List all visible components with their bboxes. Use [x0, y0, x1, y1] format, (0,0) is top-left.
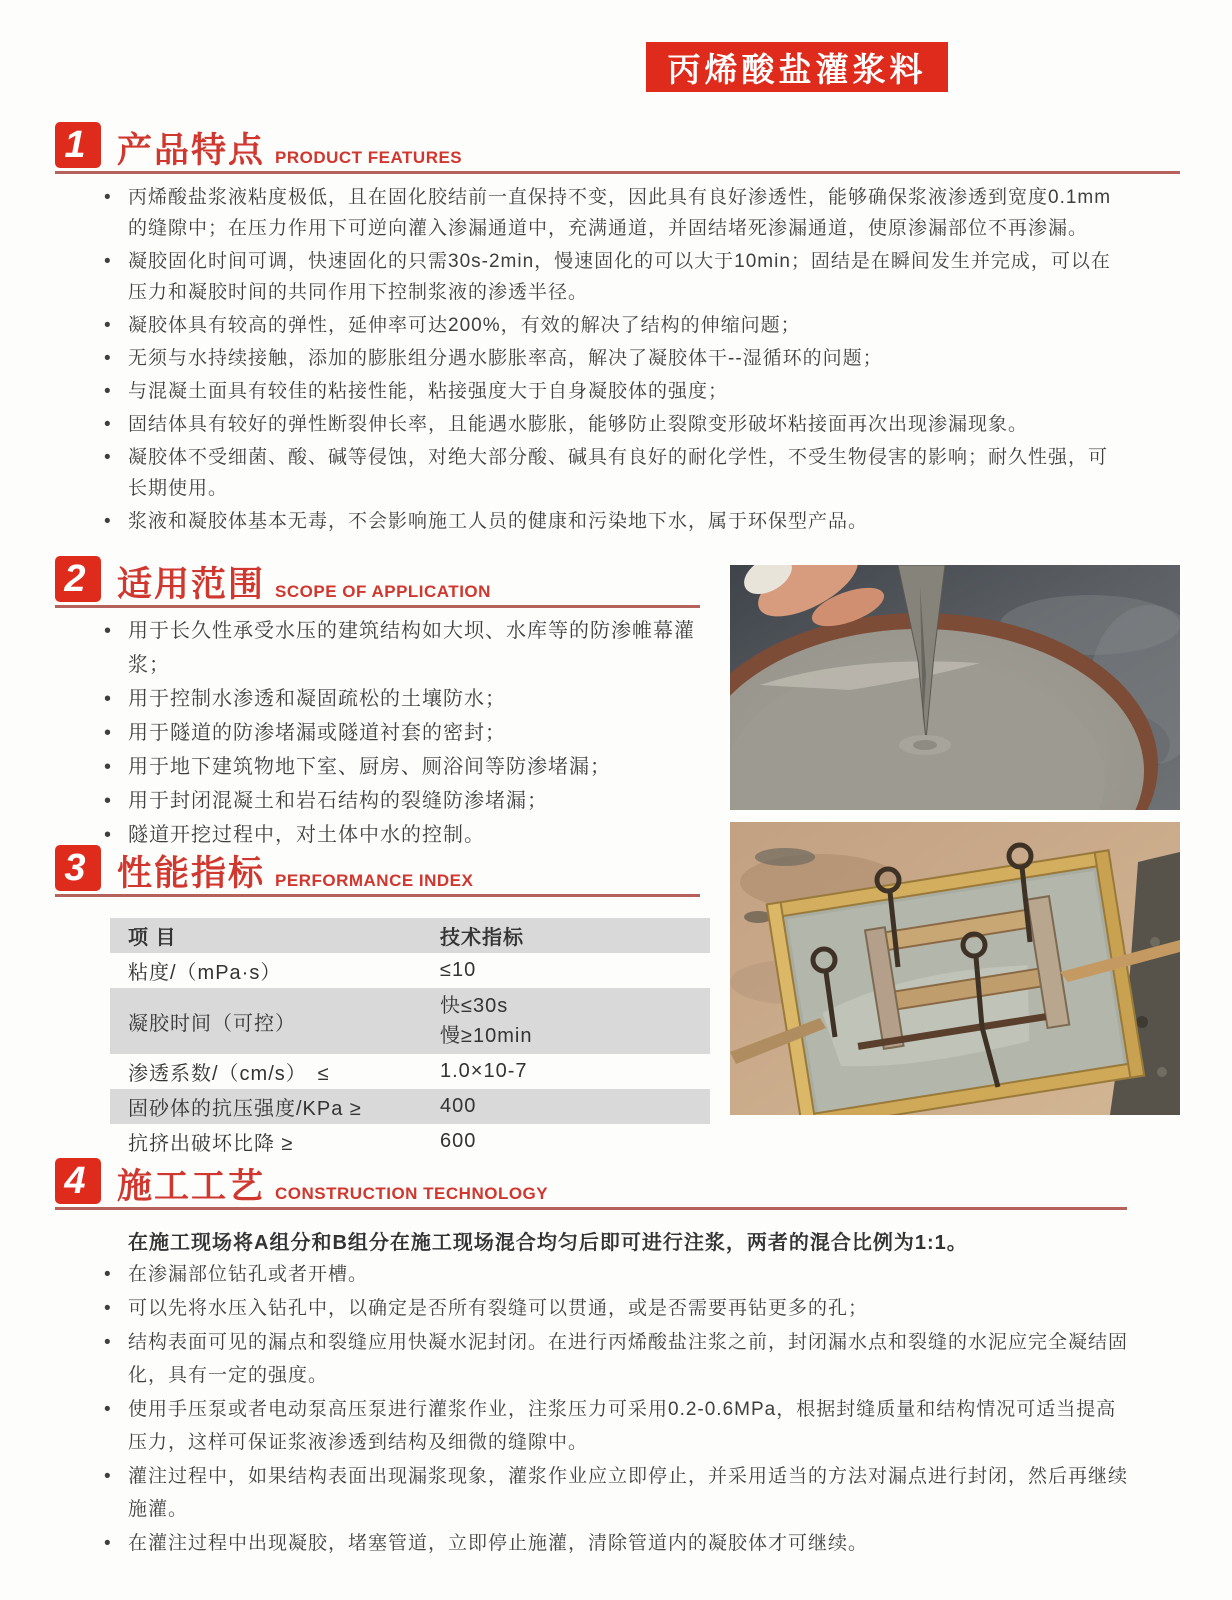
grout-mixing-photo — [730, 565, 1180, 810]
bullet-item: • 凝胶体具有较高的弹性，延伸率可达200%，有效的解决了结构的伸缩问题； — [96, 310, 1118, 341]
section-3-rule — [55, 894, 700, 897]
table-row — [110, 953, 710, 988]
row-value: ≤10 — [440, 959, 477, 981]
section-2-header — [55, 556, 700, 602]
section-4-title: 施工工艺 — [117, 1167, 266, 1206]
bullet-item: • 结构表面可见的漏点和裂缝应用快凝水泥封闭。在进行丙烯酸盐注浆之前，封闭漏水点和裂缝的水泥应完全凝结固化，具有一定的强度。 — [96, 1326, 1128, 1392]
row-value: 400 — [440, 1095, 477, 1117]
bullet-item: • 无须与水持续接触，添加的膨胀组分遇水膨胀率高，解决了凝胶体干--湿循环的问题； — [96, 343, 1118, 374]
section-1-subtitle: PRODUCT FEATURES — [275, 148, 463, 167]
section-4-header — [55, 1158, 1127, 1204]
section-1-title: 产品特点 — [117, 131, 266, 170]
product-title-banner — [646, 42, 948, 92]
row-item: 粘度/（mPa·s） — [128, 962, 282, 984]
row-value — [430, 988, 710, 1054]
product-title: 丙烯酸盐灌浆料 — [667, 50, 927, 88]
bullet-item: • 在灌注过程中出现凝胶，堵塞管道，立即停止施灌，清除管道内的凝胶体才可继续。 — [96, 1527, 1128, 1560]
section-4-rule — [55, 1207, 1127, 1210]
section-2-subtitle: SCOPE OF APPLICATION — [275, 582, 491, 601]
section-3-number: 3 — [55, 845, 101, 891]
row-item: 抗挤出破坏比降 ≥ — [128, 1133, 294, 1155]
bullet-item: • 隧道开挖过程中，对土体中水的控制。 — [96, 818, 721, 852]
table-header-value: 技术指标 — [440, 927, 524, 949]
bullet-item: • 灌注过程中，如果结构表面出现漏浆现象，灌浆作业应立即停止，并采用适当的方法对漏点进行封闭，然后再继续施灌。 — [96, 1460, 1128, 1526]
bullet-item: • 丙烯酸盐浆液粘度极低，且在固化胶结前一直保持不变，因此具有良好渗透性，能够确保浆液渗透到宽度0.1mm的缝隙中；在压力作用下可逆向灌入渗漏通道中，充满通道，并固结堵死渗漏通道，使原渗漏部位不再渗漏。 — [96, 182, 1118, 244]
row-item: 固砂体的抗压强度/KPa ≥ — [128, 1098, 362, 1120]
section-1-header — [55, 122, 1180, 168]
table-header-row — [110, 918, 710, 953]
bullet-item: • 凝胶固化时间可调，快速固化的只需30s-2min，慢速固化的可以大于10min；固结是在瞬间发生并完成，可以在压力和凝胶时间的共同作用下控制浆液的渗透半径。 — [96, 246, 1118, 308]
bullet-item: • 用于长久性承受水压的建筑结构如大坝、水库等的防渗帷幕灌浆； — [96, 614, 721, 682]
section-4-intro: 在施工现场将A组分和B组分在施工现场混合均匀后即可进行注浆，两者的混合比例为1:1。 — [128, 1232, 968, 1254]
section-1-rule — [55, 171, 1180, 174]
row-value-line: 快≤30s — [440, 995, 509, 1017]
bullet-item: • 用于地下建筑物地下室、厨房、厕浴间等防渗堵漏； — [96, 750, 721, 784]
bullet-item: • 凝胶体不受细菌、酸、碱等侵蚀，对绝大部分酸、碱具有良好的耐化学性，不受生物侵害的影响；耐久性强，可长期使用。 — [96, 442, 1118, 504]
bullet-item: • 用于封闭混凝土和岩石结构的裂缝防渗堵漏； — [96, 784, 721, 818]
table-header-item: 项 目 — [128, 927, 177, 949]
section-2-rule — [55, 605, 700, 608]
section-4-bullets — [96, 1258, 1128, 1561]
section-4-subtitle: CONSTRUCTION TECHNOLOGY — [275, 1184, 549, 1203]
section-3-subtitle: PERFORMANCE INDEX — [275, 871, 474, 890]
section-2-title: 适用范围 — [117, 565, 266, 604]
bullet-item: • 用于控制水渗透和凝固疏松的土壤防水； — [96, 682, 721, 716]
section-1-number: 1 — [55, 122, 101, 168]
bullet-item: • 固结体具有较好的弹性断裂伸长率，且能遇水膨胀，能够防止裂隙变形破坏粘接面再次出现渗漏现象。 — [96, 409, 1118, 440]
row-value: 600 — [440, 1130, 477, 1152]
section-3-header — [55, 845, 700, 891]
bullet-item: • 用于隧道的防渗堵漏或隧道衬套的密封； — [96, 716, 721, 750]
table-row — [110, 1124, 710, 1159]
row-value: 1.0×10-7 — [440, 1060, 528, 1082]
formwork-concrete-photo — [730, 822, 1180, 1115]
bullet-item: • 使用手压泵或者电动泵高压泵进行灌浆作业，注浆压力可采用0.2-0.6MPa，根据封缝质量和结构情况可适当提高压力，这样可保证浆液渗透到结构及细微的缝隙中。 — [96, 1393, 1128, 1459]
row-item: 渗透系数/（cm/s） ≤ — [128, 1063, 330, 1085]
section-1-bullets — [96, 182, 1118, 539]
bullet-item: • 在渗漏部位钻孔或者开槽。 — [96, 1258, 1128, 1291]
bullet-item: • 可以先将水压入钻孔中，以确定是否所有裂缝可以贯通，或是否需要再钻更多的孔； — [96, 1292, 1128, 1325]
section-2-bullets — [96, 614, 721, 852]
table-row — [110, 1054, 710, 1089]
performance-index-table — [110, 918, 710, 1159]
section-4-number: 4 — [55, 1158, 101, 1204]
table-row — [110, 988, 710, 1054]
section-2-number: 2 — [55, 556, 101, 602]
row-value-line: 慢≥10min — [440, 1025, 533, 1047]
bullet-item: • 浆液和凝胶体基本无毒，不会影响施工人员的健康和污染地下水，属于环保型产品。 — [96, 506, 1118, 537]
row-item: 凝胶时间（可控） — [128, 1012, 296, 1035]
section-3-title: 性能指标 — [117, 854, 266, 893]
bullet-item: • 与混凝土面具有较佳的粘接性能，粘接强度大于自身凝胶体的强度； — [96, 376, 1118, 407]
table-row — [110, 1089, 710, 1124]
